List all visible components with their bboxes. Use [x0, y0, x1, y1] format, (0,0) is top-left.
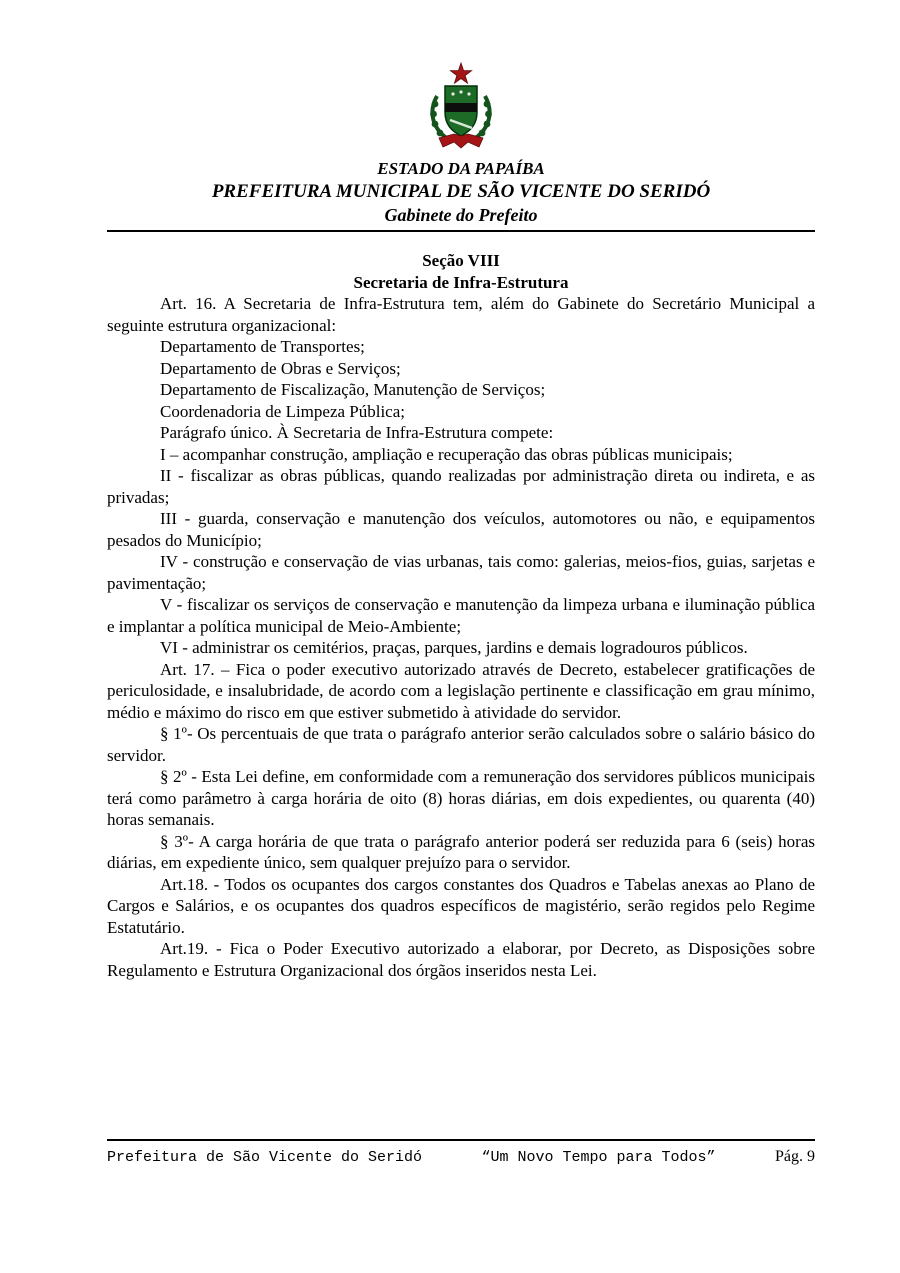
- footer-page-number: Pág. 9: [774, 1148, 815, 1165]
- paragraph-art17: Art. 17. – Fica o poder executivo autorizado através de Decreto, estabelecer gratificações de periculosidade, e insalubridade, de acordo com a legislação pertinente e classificação em grau mínimo, médio e máximo do risco em que estiver submetido à atividade do servidor.: [107, 659, 815, 722]
- header-office: Gabinete do Prefeito: [107, 205, 815, 232]
- clause-item: V - fiscalizar os serviços de conservação e manutenção da limpeza urbana e iluminação pública e implantar a política municipal de Meio-Ambiente;: [107, 595, 815, 636]
- paragraph-art16: Art. 16. A Secretaria de Infra-Estrutura tem, além do Gabinete do Secretário Municipal a seguinte estrutura organizacional:: [107, 294, 815, 335]
- section-number: Seção VIII: [422, 251, 500, 270]
- paragraph-1: § 1º- Os percentuais de que trata o parágrafo anterior serão calculados sobre o salário básico do servidor.: [107, 724, 815, 765]
- list-item: Parágrafo único. À Secretaria de Infra-Estrutura compete:: [160, 423, 554, 442]
- crest-star: [450, 63, 471, 83]
- footer-entity-name: Prefeitura de São Vicente do Seridó: [107, 1149, 423, 1166]
- list-item: Departamento de Obras e Serviços;: [160, 358, 401, 378]
- crest-container: [107, 62, 815, 152]
- list-item: Coordenadoria de Limpeza Pública;: [160, 401, 405, 421]
- list-item: Departamento de Fiscalização, Manutenção de Serviços;: [160, 380, 546, 399]
- section-name: Secretaria de Infra-Estrutura: [353, 272, 569, 292]
- header-municipality: PREFEITURA MUNICIPAL DE SÃO VICENTE DO SERIDÓ: [211, 181, 711, 202]
- list-item: Departamento de Transportes;: [160, 337, 365, 356]
- clause-item: I – acompanhar construção, ampliação e recuperação das obras públicas municipais;: [160, 444, 733, 464]
- clause-item: II - fiscalizar as obras públicas, quando realizadas por administração direta ou indireta, e as privadas;: [107, 466, 815, 507]
- page-footer: [107, 1139, 815, 1166]
- paragraph-art18: Art.18. - Todos os ocupantes dos cargos constantes dos Quadros e Tabelas anexas ao Plano de Cargos e Salários, e os ocupantes dos quadros específicos de magistério, serão regidos pelo Regime Estatutário.: [107, 874, 815, 937]
- footer-slogan: “Um Novo Tempo para Todos”: [481, 1149, 716, 1166]
- clause-item: III - guarda, conservação e manutenção dos veículos, automotores ou não, e equipamentos pesados do Município;: [107, 509, 815, 550]
- coat-of-arms-icon: [424, 62, 498, 152]
- paragraph-art19: Art.19. - Fica o Poder Executivo autorizado a elaborar, por Decreto, as Disposições sobre Regulamento e Estrutura Organizacional dos órgãos inseridos nesta Lei.: [107, 939, 815, 980]
- crest-ribbon: [439, 134, 483, 148]
- document-header: [107, 0, 815, 232]
- paragraph-2: § 2º - Esta Lei define, em conformidade com a remuneração dos servidores públicos municipais terá como parâmetro à carga horária de oito (8) horas diárias, em dois expedientes, ou quarenta (40) horas semanais.: [107, 767, 815, 829]
- paragraph-3: § 3º- A carga horária de que trata o parágrafo anterior poderá ser reduzida para 6 (seis) horas diárias, em expediente único, sem qualquer prejuízo para o servidor.: [107, 831, 815, 872]
- document-body: [107, 250, 815, 981]
- clause-item: IV - construção e conservação de vias urbanas, tais como: galerias, meios-fios, guias, sarjetas e pavimentação;: [107, 552, 815, 593]
- clause-item: VI - administrar os cemitérios, praças, parques, jardins e demais logradouros públicos.: [160, 638, 748, 657]
- header-state-name: ESTADO DA PAPAÍBA: [377, 159, 545, 178]
